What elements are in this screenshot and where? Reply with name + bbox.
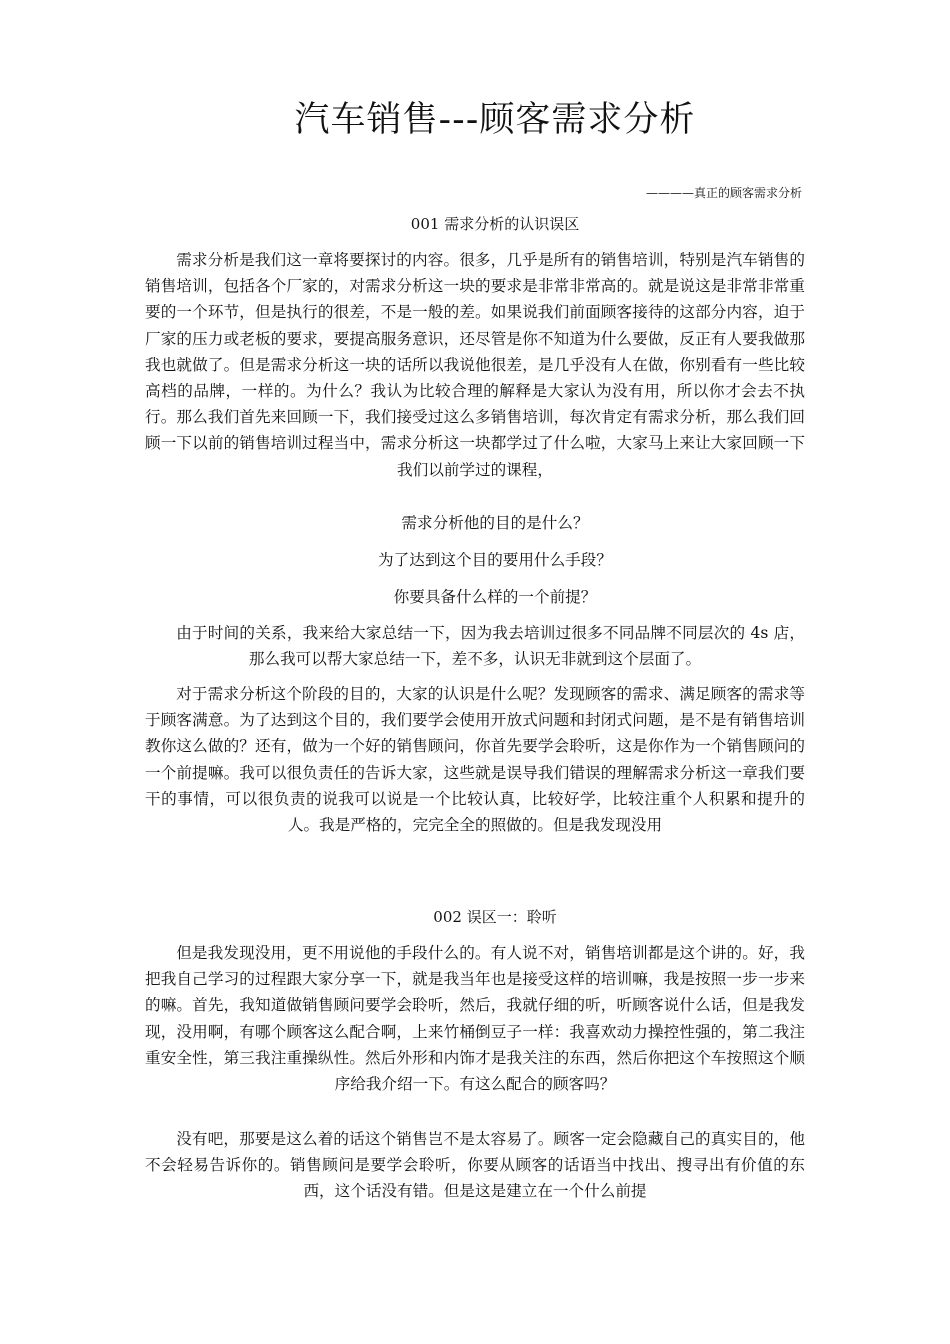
- document-title: 汽车销售---顾客需求分析: [294, 100, 696, 140]
- section1-paragraph-2: 由于时间的关系，我来给大家总结一下，因为我去培训过很多不同品牌不同层次的 4s 店，那么我可以帮大家总结一下，差不多，认识无非就到这个层面了。: [176, 624, 805, 669]
- question-premise: 你要具备什么样的一个前提？: [393, 588, 597, 606]
- section2-paragraph-2: 没有吧，那要是这么着的话这个销售岂不是太容易了。顾客一定会隐藏自己的真实目的，他不会轻易告诉你的。销售顾问是要学会聆听，你要从顾客的话语当中找出、搜寻出有价值的东西，这个话没有错。但是这是建立在一个什么前提: [145, 1130, 805, 1201]
- document-subtitle: ————真正的顾客需求分析: [645, 186, 802, 200]
- section1-paragraph-3: 对于需求分析这个阶段的目的，大家的认识是什么呢？发现顾客的需求、满足顾客的需求等于顾客满意。为了达到这个目的，我们要学会使用开放式问题和封闭式问题，是不是有销售培训教你这么做的？还有，做为一个好的销售顾问，你首先要学会聆听，这是你作为一个销售顾问的一个前提嘛。我可以很负责任的告诉大家，这些就是误导我们错误的理解需求分析这一章我们要干的事情，可以很负责的说我可以说是一个比较认真，比较好学，比较注重个人积累和提升的人。我是严格的，完完全全的照做的。但是我发现没用: [145, 685, 805, 835]
- section-heading-001: 001 需求分析的认识误区: [410, 215, 580, 233]
- section1-paragraph-1: 需求分析是我们这一章将要探讨的内容。很多，几乎是所有的销售培训，特别是汽车销售的销售培训，包括各个厂家的，对需求分析这一块的要求是非常非常高的。就是说这是非常非常重要的一个环节，但是执行的很差，不是一般的差。如果说我们前面顾客接待的这部分内容，迫于厂家的压力或老板的要求，要提高服务意识，还尽管是你不知道为什么要做，反正有人要我做那我也就做了。但是需求分析这一块的话所以我说他很差，是几乎没有人在做，你别看有一些比较高档的品牌，一样的。为什么？我认为比较合理的解释是大家认为没有用，所以你才会去不执行。那么我们首先来回顾一下，我们接受过这么多销售培训，每次肯定有需求分析，那么我们回顾一下以前的销售培训过程当中，需求分析这一块都学过了什么啦，大家马上来让大家回顾一下我们以前学过的课程，: [145, 251, 805, 479]
- question-means: 为了达到这个目的要用什么手段？: [378, 551, 612, 569]
- section2-paragraph-1: 但是我发现没用，更不用说他的手段什么的。有人说不对，销售培训都是这个讲的。好，我把我自己学习的过程跟大家分享一下，就是我当年也是接受这样的培训嘛，我是按照一步一步来的嘛。首先，我知道做销售顾问要学会聆听，然后，我就仔细的听，听顾客说什么话，但是我发现，没用啊，有哪个顾客这么配合啊，上来竹桶倒豆子一样：我喜欢动力操控性强的，第二我注重安全性，第三我注重操纵性。然后外形和内饰才是我关注的东西，然后你把这个车按照这个顺序给我介绍一下。有这么配合的顾客吗？: [145, 944, 805, 1094]
- section-heading-002: 002 误区一：聆听: [433, 908, 557, 926]
- question-purpose: 需求分析他的目的是什么？: [401, 514, 589, 532]
